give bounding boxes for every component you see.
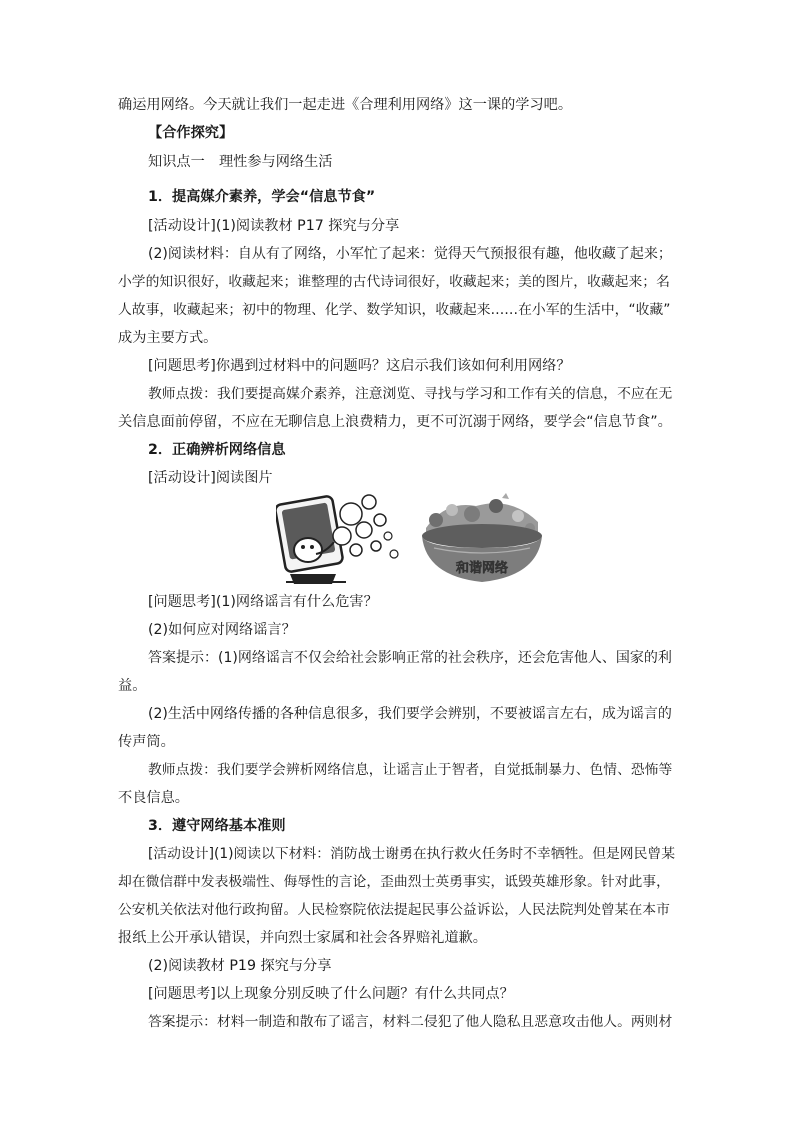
answer-hint-line: 益。 — [118, 678, 147, 694]
material-line: 却在微信群中发表极端性、侮辱性的言论，歪曲烈士英勇事实，诋毁英雄形象。针对此事， — [118, 874, 670, 890]
subheading-3: 3．遵守网络基本准则 — [148, 818, 286, 834]
activity-illustration — [276, 492, 548, 586]
rumor-cartoon-image — [276, 495, 398, 584]
harmonious-network-image — [412, 493, 546, 584]
knowledge-point-heading: 知识点一 理性参与网络生活 — [148, 154, 333, 170]
paragraph-intro-end: 确运用网络。今天就让我们一起走进《合理利用网络》这一课的学习吧。 — [118, 97, 573, 113]
teacher-note-line: 不良信息。 — [118, 790, 189, 806]
reading-material-line: 人故事，收藏起来；初中的物理、化学、数学知识，收藏起来……在小军的生活中，“收藏” — [118, 302, 671, 318]
activity-design-3b: (2)阅读教材 P19 探究与分享 — [148, 958, 332, 974]
reading-material-line: (2)阅读材料：自从有了网络，小军忙了起来：觉得天气预报很有趣，他收藏了起来； — [148, 246, 672, 262]
question-think-3: [问题思考]以上现象分别反映了什么问题？有什么共同点？ — [148, 986, 514, 1002]
teacher-note-line: 教师点拨：我们要提高媒介素养，注意浏览、寻找与学习和工作有关的信息，不应在无 — [148, 386, 673, 402]
activity-design-1: [活动设计](1)阅读教材 P17 探究与分享 — [148, 218, 400, 234]
reading-material-line: 小学的知识很好，收藏起来；谁整理的古代诗词很好，收藏起来；美的图片，收藏起来；名 — [118, 274, 670, 290]
question-think-1: [问题思考]你遇到过材料中的问题吗？这启示我们该如何利用网络？ — [148, 358, 571, 374]
section-heading-cooperation: 【合作探究】 — [148, 125, 234, 141]
material-line: 报纸上公开承认错误，并向烈士家属和社会各界赔礼道歉。 — [118, 930, 487, 946]
subheading-1: 1．提高媒介素养，学会“信息节食” — [148, 189, 376, 205]
bowl-caption: 和谐网络 — [455, 561, 509, 576]
question-think-2: [问题思考](1)网络谣言有什么危害？ — [148, 594, 378, 610]
reading-material-line: 成为主要方式。 — [118, 330, 218, 346]
activity-design-2: [活动设计]阅读图片 — [148, 470, 273, 486]
subheading-2: 2．正确辨析网络信息 — [148, 442, 286, 458]
answer-hint-line: (2)生活中网络传播的各种信息很多，我们要学会辨别，不要被谣言左右，成为谣言的 — [148, 706, 672, 722]
question-think-2b: (2)如何应对网络谣言？ — [148, 622, 296, 638]
answer-hint-line: 答案提示：材料一制造和散布了谣言，材料二侵犯了他人隐私且恶意攻击他人。两则材 — [148, 1014, 673, 1030]
material-line: 公安机关依法对他行政拘留。人民检察院依法提起民事公益诉讼，人民法院判处曾某在本市 — [118, 902, 670, 918]
activity-design-3: [活动设计](1)阅读以下材料：消防战士谢勇在执行救火任务时不幸牺牲。但是网民曾某 — [148, 846, 675, 862]
answer-hint-line: 传声筒。 — [118, 734, 175, 750]
answer-hint-line: 答案提示：(1)网络谣言不仅会给社会影响正常的社会秩序，还会危害他人、国家的利 — [148, 650, 672, 666]
teacher-note-line: 教师点拨：我们要学会辨析网络信息，让谣言止于智者，自觉抵制暴力、色情、恐怖等 — [148, 762, 673, 778]
teacher-note-line: 关信息面前停留，不应在无聊信息上浪费精力，更不可沉溺于网络，要学会“信息节食”。 — [118, 414, 672, 430]
